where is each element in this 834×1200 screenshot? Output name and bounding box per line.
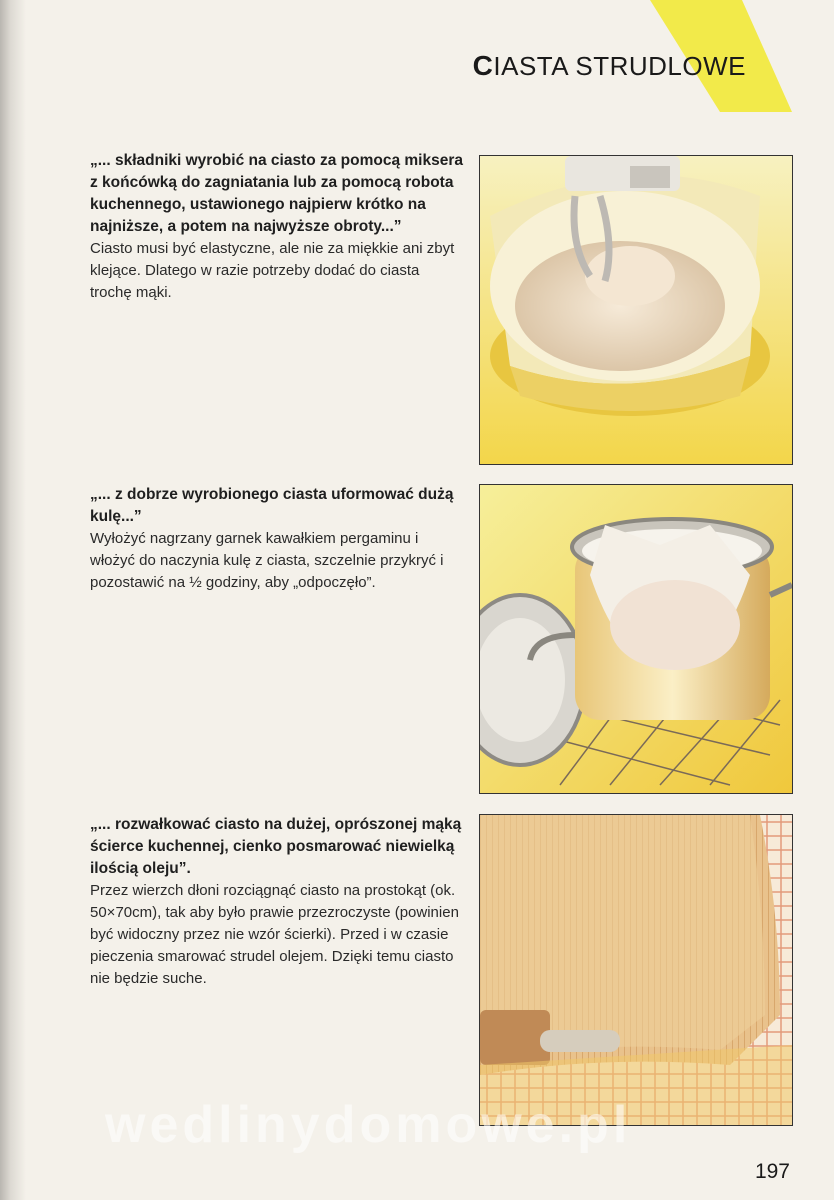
page-title-initial: C: [472, 50, 494, 81]
step-3: [90, 814, 465, 990]
step-2-body: Wyłożyć nagrzany garnek kawałkiem pergaminu i włożyć do naczynia kulę z ciasta, szczelnie przykryć i pozostawić na ½ godziny, aby „odpoczęło”.: [90, 530, 444, 591]
book-spine-shadow: [0, 0, 26, 1200]
photo-mixer-bowl: [479, 155, 793, 465]
photo-rolled-dough: [479, 814, 793, 1126]
step-1-body: Ciasto musi być elastyczne, ale nie za miękkie ani zbyt klejące. Dlatego w razie potrzeby dodać do ciasta trochę mąki.: [90, 240, 455, 301]
step-2: [90, 484, 465, 594]
watermark: wedlinydomowe.pl: [105, 1096, 632, 1154]
step-1-lead: „... składniki wyrobić na ciasto za pomocą miksera z końcówką do zagniatania lub za pomocą robota kuchennego, ustawionego najpierw krótko na najniższe, a potem na najwyższe obroty...”: [90, 152, 464, 235]
page-title: [473, 50, 746, 82]
photo-pot-dough: [479, 484, 793, 794]
step-3-body: Przez wierzch dłoni rozciągnąć ciasto na prostokąt (ok. 50×70cm), tak aby było prawie przezroczyste (powinien być widoczny przez nie wzór ścierki). Przed i w czasie pieczenia smarować strudel olejem. Dzięki temu ciasto nie będzie suche.: [90, 882, 459, 987]
page-number: 197: [754, 1160, 790, 1183]
step-1: [90, 150, 465, 304]
step-3-lead: „... rozwałkować ciasto na dużej, oprószonej mąką ścierce kuchennej, cienko posmarować niewielką ilością oleju”.: [90, 816, 462, 877]
step-2-lead: „... z dobrze wyrobionego ciasta uformować dużą kulę...”: [90, 486, 454, 525]
page-title-rest: IASTA STRUDLOWE: [493, 51, 746, 81]
